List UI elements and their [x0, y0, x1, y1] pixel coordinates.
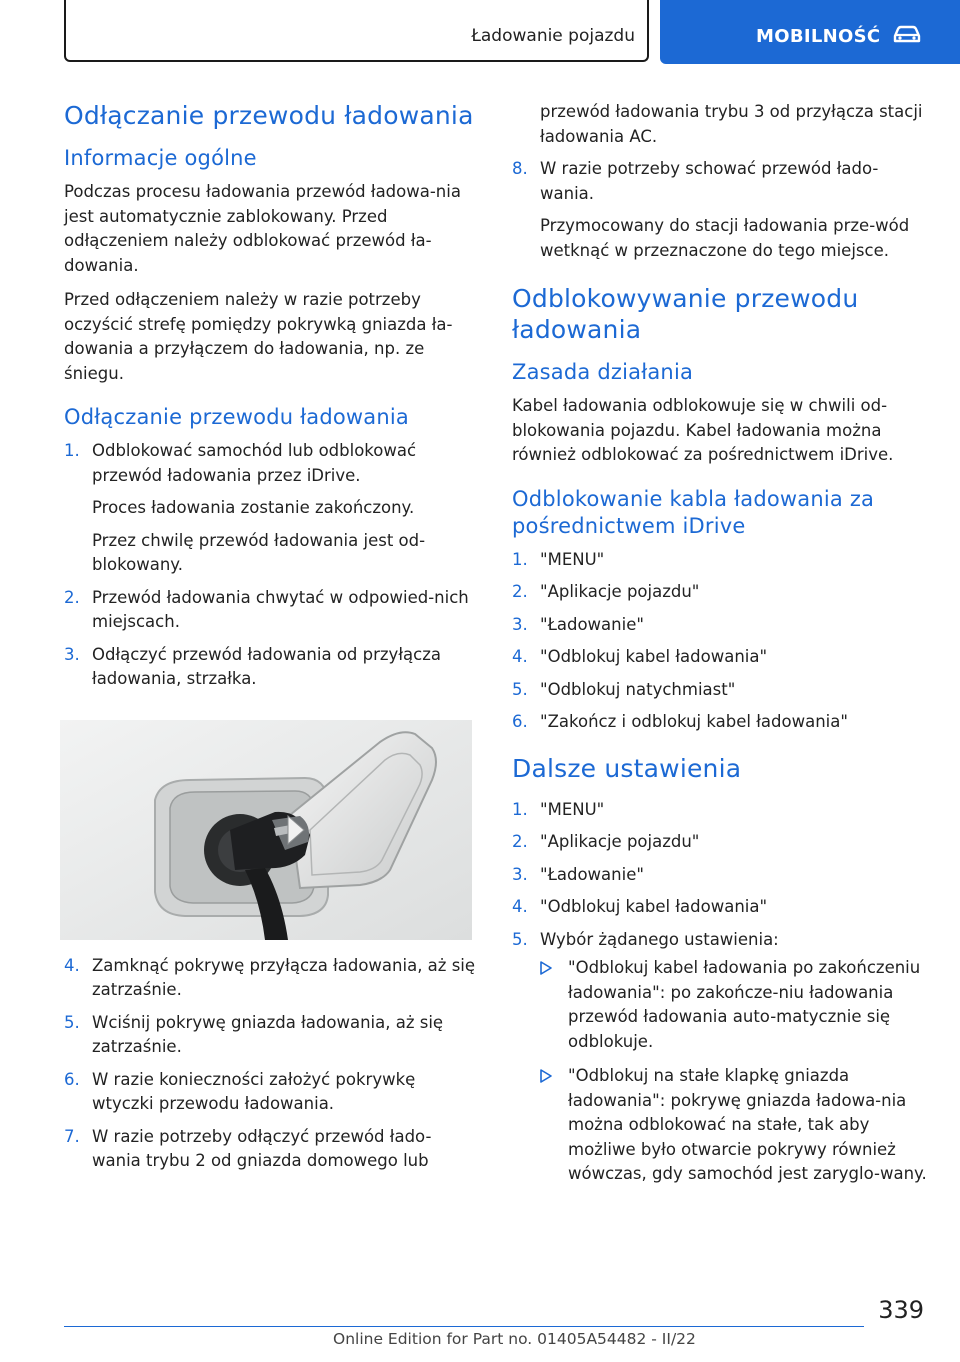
idrive-heading: Odblokowanie kabla ładowania za pośrednictwem iDrive: [512, 486, 875, 538]
step-text: "Odblokuj kabel ładowania": [540, 897, 768, 916]
list-item: [512, 580, 932, 605]
step-number: 3.: [512, 864, 528, 884]
step-text: "Aplikacje pojazdu": [540, 832, 700, 851]
step-text: Wciśnij pokrywę gniazda ładowania, aż się zatrzaśnie.: [92, 1012, 444, 1056]
chapter-tab: [660, 0, 960, 64]
list-item: [512, 830, 932, 855]
car-icon: [892, 24, 922, 44]
edition-note: Online Edition for Part no. 01405A54482 - II/22: [333, 1330, 696, 1348]
list-item: [512, 613, 932, 638]
list-item: [64, 1011, 479, 1060]
page-title: Odłączanie przewodu ładowania: [64, 101, 474, 130]
step-text: Wybór żądanego ustawienia:: [540, 929, 779, 949]
step-text: "Odblokuj natychmiast": [540, 679, 736, 699]
step-text: Przewód ładowania chwytać w odpowied-nich miejscach.: [92, 587, 469, 631]
step-text: "Odblokuj kabel ładowania": [540, 647, 768, 666]
general-paragraph-2: Przed odłączeniem należy w razie potrzeby oczyścić strefę pomiędzy pokrywką gniazda ła-dowania a przyłączem do ładowania, np. ze śniegu.: [64, 290, 453, 383]
step-7-continuation: przewód ładowania trybu 3 od przyłącza stacji ładowania AC.: [540, 102, 923, 146]
option-item: [540, 1064, 932, 1187]
settings-options: [540, 956, 932, 1187]
step-number: 5.: [64, 1012, 80, 1032]
charging-plug-photo: [60, 720, 472, 940]
step-number: 5.: [512, 929, 528, 949]
step-number: 3.: [64, 644, 80, 664]
triangle-bullet-icon: [540, 1069, 552, 1083]
page-number: 339: [878, 1296, 924, 1324]
step-number: 2.: [512, 582, 528, 601]
settings-steps-list: [512, 798, 932, 1187]
settings-title: Dalsze ustawienia: [512, 753, 742, 783]
section-tab: [64, 0, 649, 62]
step-text: "Ładowanie": [540, 614, 644, 634]
chapter-title: MOBILNOŚĆ: [756, 26, 881, 47]
list-item: [512, 645, 932, 670]
step-number: 5.: [512, 679, 528, 699]
unlock-title: Odblokowywanie przewodu ładowania: [512, 284, 859, 344]
step-number: 1.: [64, 441, 80, 460]
option-text: "Odblokuj na stałe klapkę gniazda ładowania": pokrywę gniazda ładowa-nia można odblokować na stałe, tak aby możliwe było otwarcie pokrywy również wówczas, gdy samochód jest zaryglo-wany.: [568, 1066, 927, 1183]
step-note: Proces ładowania zostanie zakończony.: [92, 498, 415, 517]
list-item: [512, 157, 932, 263]
step-number: 4.: [512, 897, 528, 916]
step-number: 2.: [64, 587, 80, 607]
section-title: Ładowanie pojazdu: [471, 26, 635, 46]
step-text: Zamknąć pokrywę przyłącza ładowania, aż się zatrzaśnie.: [92, 955, 476, 999]
general-paragraph-1: Podczas procesu ładowania przewód ładowa-nia jest automatycznie zablokowany. Przed odłączeniem należy odblokować przewód ła-dowania.: [64, 182, 461, 275]
list-item: [512, 863, 932, 888]
list-item: [512, 928, 932, 1187]
steps-list: [64, 439, 479, 692]
list-item: [512, 895, 932, 920]
step-number: 7.: [64, 1126, 80, 1146]
list-item: [64, 1125, 479, 1174]
step-number: 4.: [512, 647, 528, 666]
list-item: [512, 678, 932, 703]
list-item: [64, 954, 479, 1003]
page-header: [0, 0, 960, 66]
list-item: [512, 710, 932, 735]
step-text: Odblokować samochód lub odblokować przewód ładowania przez iDrive.: [92, 441, 417, 485]
list-item: [512, 798, 932, 823]
principle-heading: Zasada działania: [512, 360, 694, 384]
option-text: "Odblokuj kabel ładowania po zakończeniu ładowania": po zakończe-niu ładowania przewód ładowania auto-matycznie się odblokuje.: [568, 958, 921, 1051]
list-item: [512, 548, 932, 573]
step-number: 6.: [64, 1069, 80, 1089]
footer-divider: [64, 1326, 864, 1327]
step-text: Odłączyć przewód ładowania od przyłącza ładowania, strzałka.: [92, 644, 441, 688]
step-text: "MENU": [540, 799, 605, 819]
step-text: W razie konieczności założyć pokrywkę wtyczki przewodu ładowania.: [92, 1069, 416, 1113]
general-heading: Informacje ogólne: [64, 146, 257, 170]
list-item: [64, 643, 479, 692]
step-number: 3.: [512, 614, 528, 634]
step-text: "Aplikacje pojazdu": [540, 582, 700, 601]
list-item: [64, 439, 479, 578]
step-text: "Zakończ i odblokuj kabel ładowania": [540, 712, 848, 731]
step-number: 2.: [512, 832, 528, 851]
step-number: 1.: [512, 799, 528, 819]
right-column: [512, 100, 932, 1197]
principle-paragraph: Kabel ładowania odblokowuje się w chwili od-blokowania pojazdu. Kabel ładowania można również odblokować za pośrednictwem iDrive.: [512, 396, 894, 464]
step-text: "MENU": [540, 549, 605, 569]
step-number: 6.: [512, 712, 528, 731]
step-number: 4.: [64, 955, 80, 975]
step-text: W razie potrzeby odłączyć przewód łado-wania trybu 2 od gniazda domowego lub: [92, 1126, 432, 1170]
step-text: W razie potrzeby schować przewód łado-wania.: [540, 159, 879, 203]
step-note: Przez chwilę przewód ładowania jest od-blokowany.: [92, 530, 426, 574]
list-item: [64, 586, 479, 635]
idrive-steps-list: [512, 548, 932, 735]
steps-heading: Odłączanie przewodu ładowania: [64, 405, 409, 429]
triangle-bullet-icon: [540, 961, 552, 975]
step-text: "Ładowanie": [540, 864, 644, 884]
step-number: 1.: [512, 549, 528, 569]
step-number: 8.: [512, 159, 528, 178]
steps-list-continued: [64, 954, 479, 1174]
left-column: [64, 92, 479, 1182]
option-item: [540, 956, 932, 1054]
step-note: Przymocowany do stacji ładowania prze-wód wetknąć w przeznaczone do tego miejsce.: [540, 216, 910, 260]
list-item: [64, 1068, 479, 1117]
